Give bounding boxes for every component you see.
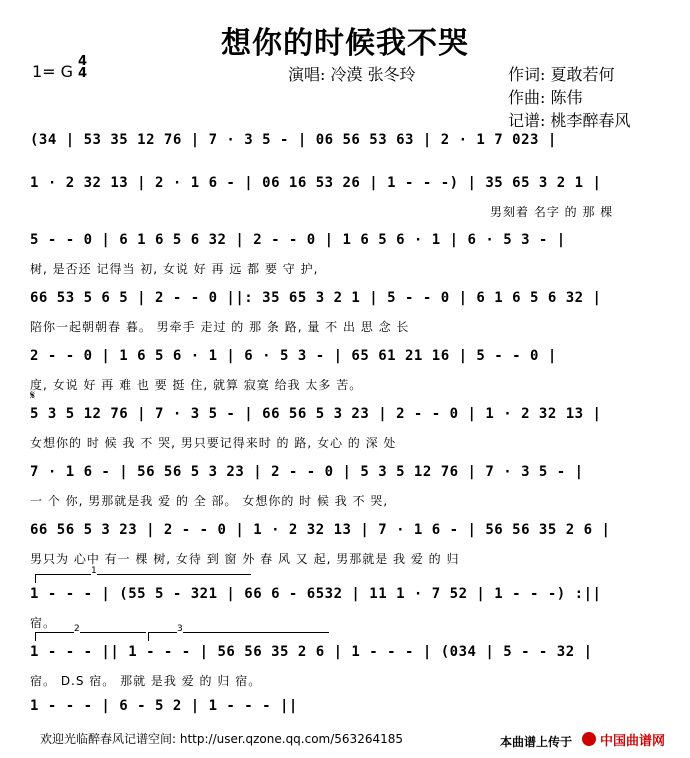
segno-sign: 𝄋 — [30, 388, 36, 402]
notes: 2 - - 0 | 1 6 5 6 · 1 | 6 · 5 3 - | 65 61 21 16 | 5 - - 0 | — [30, 348, 557, 364]
score-row-6 — [30, 406, 660, 466]
notes: 1 - - - || 1 - - - | 56 56 35 2 6 | 1 - - - | (034 | 5 - - 32 | — [30, 644, 593, 660]
lyrics: 男刻着 名字 的 那 棵 — [490, 205, 614, 219]
footer-credit: 欢迎光临醉春风记谱空间: http://user.qzone.qq.com/563264185 — [40, 732, 404, 746]
lyrics: 度, 女说 好 再 难 也 要 挺 住, 就算 寂寞 给我 太多 苦。 — [30, 378, 363, 392]
score-row-3 — [30, 232, 660, 292]
site-logo — [580, 729, 680, 749]
score-row-9 — [30, 586, 660, 646]
score-row-4 — [30, 290, 660, 350]
volta-3-label: 3 — [177, 624, 183, 634]
score-row-10 — [30, 644, 660, 704]
transcriber: 记谱: 桃李醉春风 — [508, 111, 631, 130]
lyrics: 陪你一起朝朝春 暮。 男牵手 走过 的 那 条 路, 量 不 出 思 念 长 — [30, 320, 410, 334]
notes: (34 | 53 35 12 76 | 7 · 3 5 - | 06 56 53 63 | 2 · 1 7 023 | — [30, 132, 557, 148]
notes: 66 56 5 3 23 | 2 - - 0 | 1 · 2 32 13 | 7 · 1 6 - | 56 56 35 2 6 | — [30, 522, 611, 538]
lyrics: 男只为 心中 有一 棵 树, 女待 到 窗 外 春 风 又 起, 男那就是 我 爱 的 归 — [30, 552, 460, 566]
lyrics: 树, 是否还 记得当 初, 女说 好 再 远 都 要 守 护, — [30, 262, 319, 276]
time-signature — [78, 56, 87, 80]
score-row-2 — [30, 175, 660, 235]
lyricist: 作词: 夏敢若何 — [508, 65, 615, 84]
notes: 5 3 5 12 76 | 7 · 3 5 - | 66 56 5 3 23 | 2 - - 0 | 1 · 2 32 13 | — [30, 406, 602, 422]
volta-2-label: 2 — [74, 624, 80, 634]
lyrics: 女想你的 时 候 我 不 哭, 男只要记得来时 的 路, 女心 的 深 处 — [30, 436, 397, 450]
logo-text: 中国曲谱网 — [600, 734, 666, 749]
volta-1-label: 1 — [91, 566, 97, 576]
score-row-5 — [30, 348, 660, 408]
lyrics: 宿。 — [30, 616, 57, 630]
notes: 7 · 1 6 - | 56 56 5 3 23 | 2 - - 0 | 5 3 5 12 76 | 7 · 3 5 - | — [30, 464, 584, 480]
notes: 1 · 2 32 13 | 2 · 1 6 - | 06 16 53 26 | 1 - - -) | 35 65 3 2 1 | — [30, 175, 602, 191]
song-title: 想你的时候我不哭 — [221, 26, 469, 61]
lyrics: 宿。 D.S 宿。 那就 是我 爱 的 归 宿。 — [30, 674, 262, 688]
score-row-7 — [30, 464, 660, 524]
logo-icon — [582, 732, 596, 746]
notes: 5 - - 0 | 6 1 6 5 6 32 | 2 - - 0 | 1 6 5 6 · 1 | 6 · 5 3 - | — [30, 232, 566, 248]
score-row-8 — [30, 522, 660, 582]
composer: 作曲: 陈伟 — [508, 88, 583, 107]
notes: 66 53 5 6 5 | 2 - - 0 ||: 35 65 3 2 1 | 5 - - 0 | 6 1 6 5 6 32 | — [30, 290, 602, 306]
notes: 1 - - - | 6 - 5 2 | 1 - - - || — [30, 698, 298, 714]
lyrics: 一 个 你, 男那就是我 爱 的 全 部。 女想你的 时 候 我 不 哭, — [30, 494, 389, 508]
meter-top: 4 — [78, 54, 88, 69]
meter-bottom: 4 — [78, 66, 88, 81]
singers: 演唱: 冷漠 张冬玲 — [288, 65, 416, 84]
notes: 1 - - - | (55 5 - 321 | 66 6 - 6532 | 11 1 · 7 52 | 1 - - -) :|| — [30, 586, 602, 602]
key-signature: 1= G — [32, 62, 74, 81]
upload-note: 本曲谱上传于 — [500, 735, 573, 749]
